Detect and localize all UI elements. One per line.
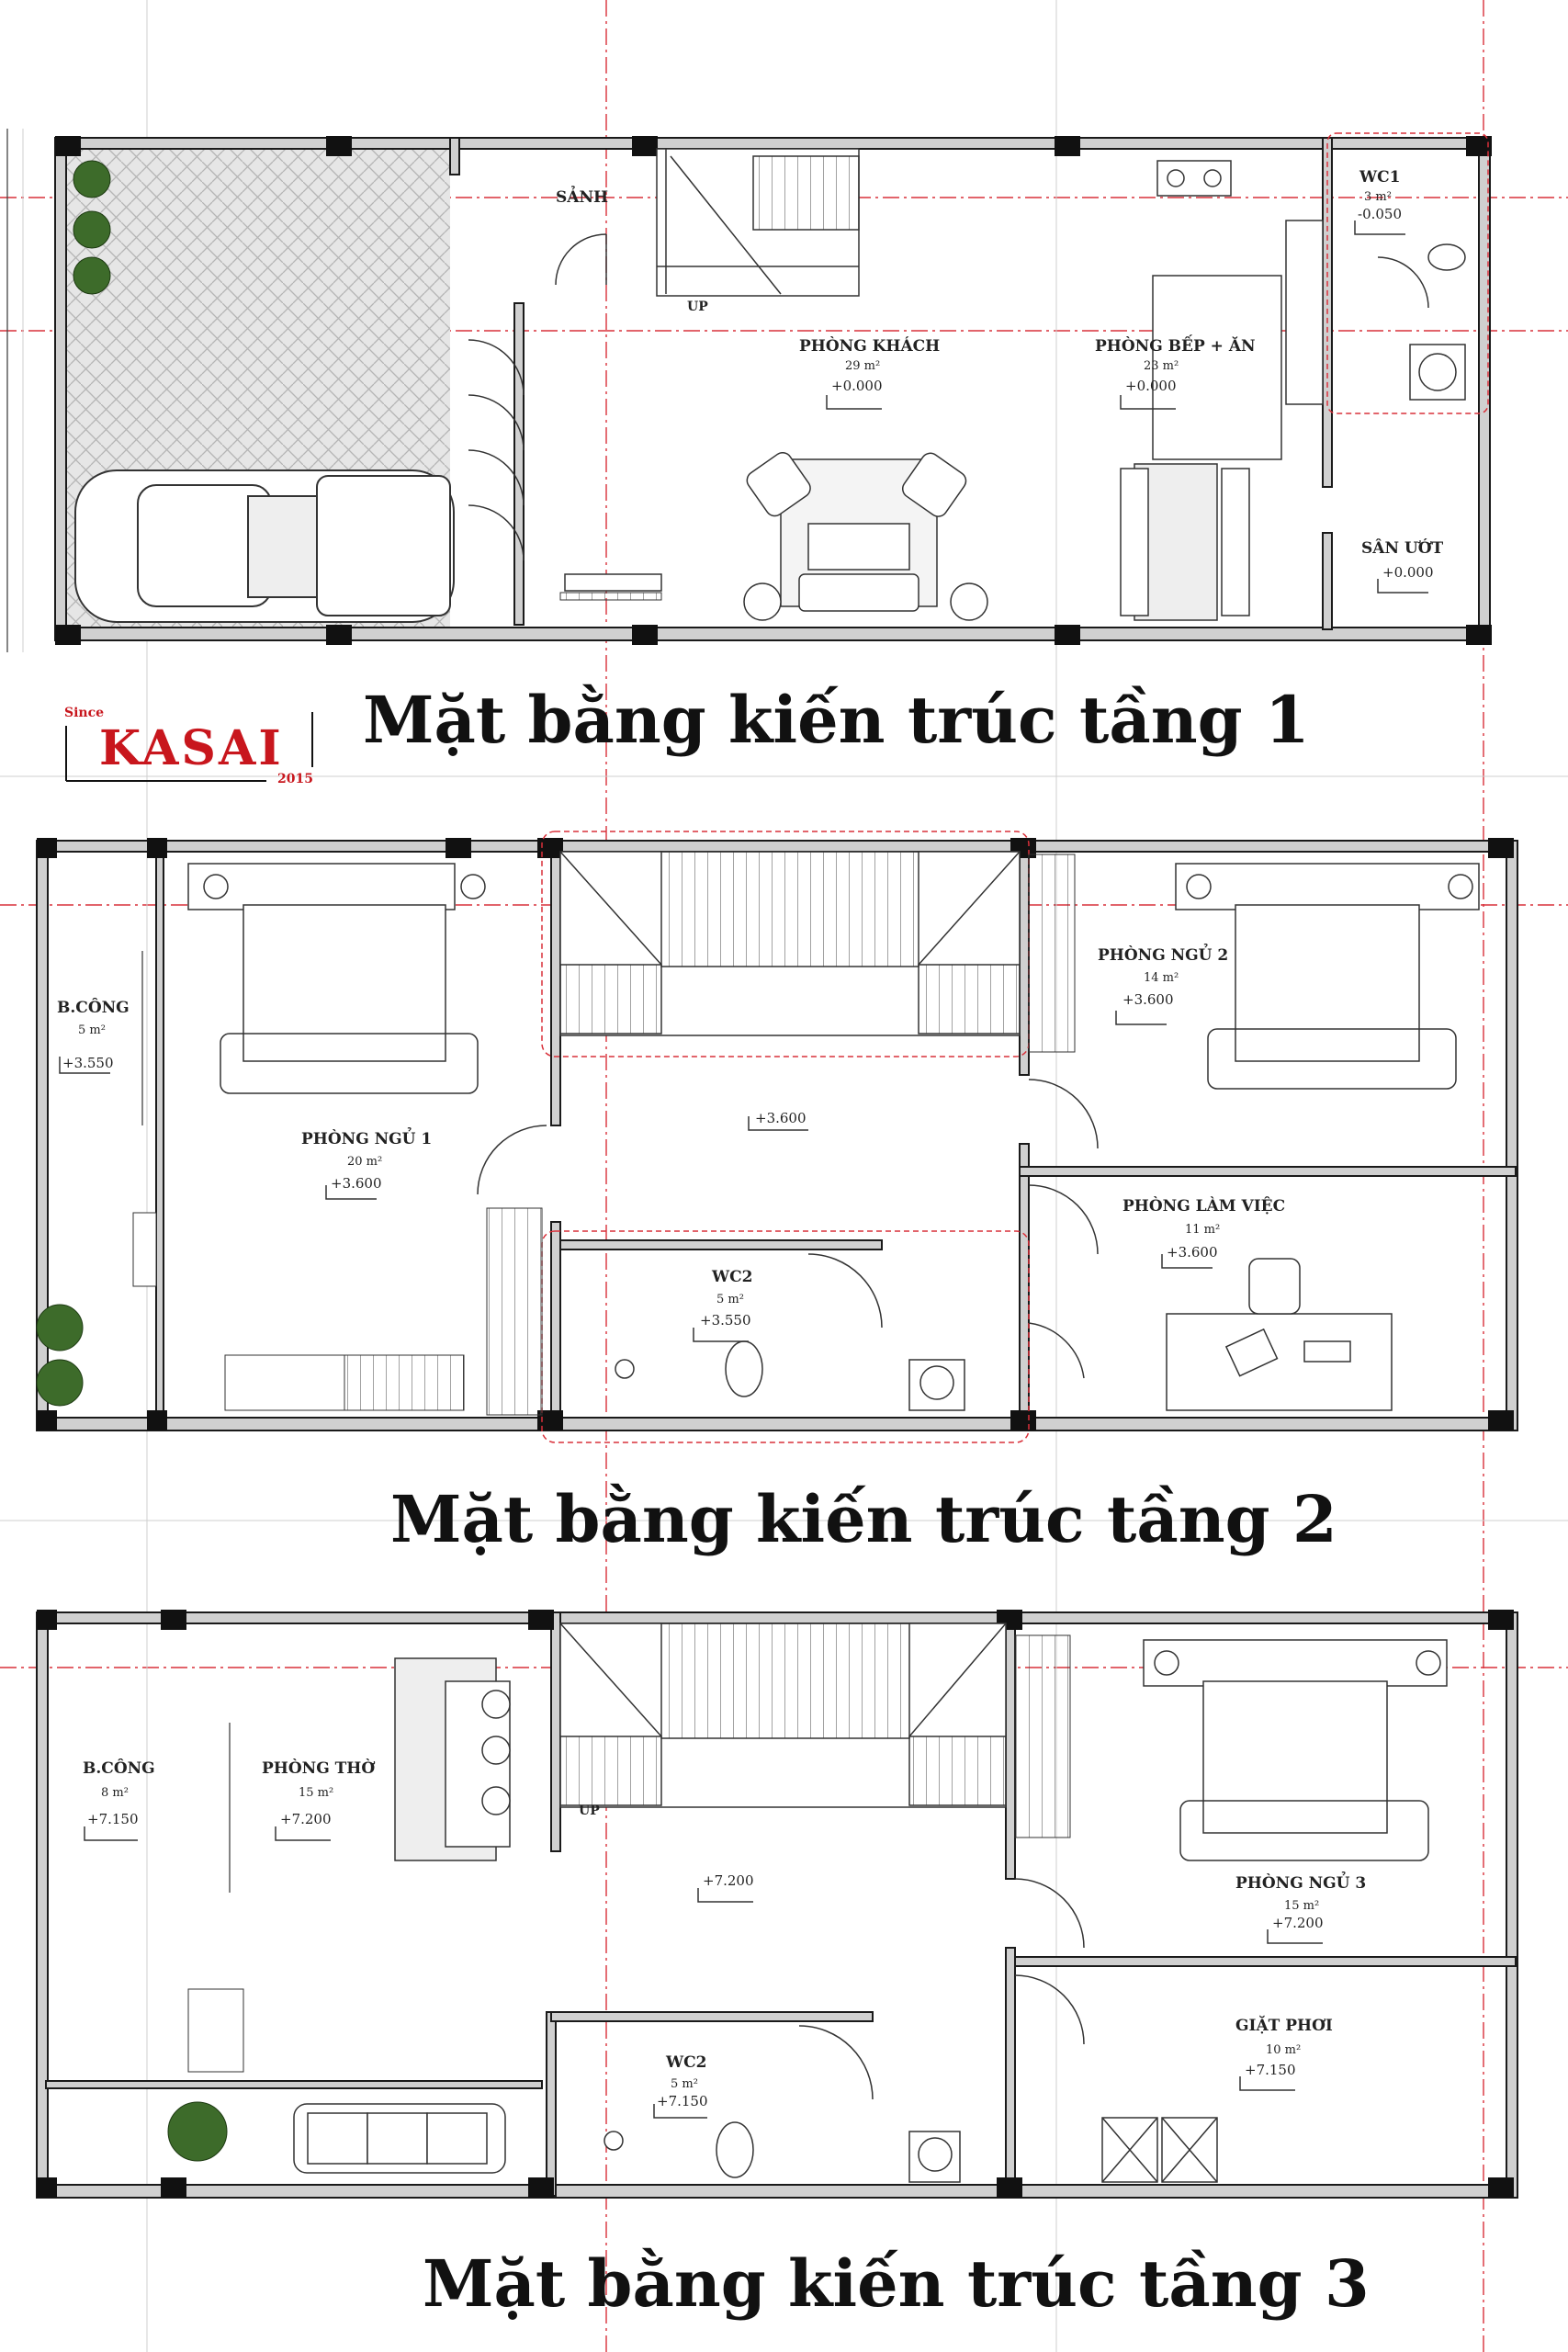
- level-hall-2: +3.600: [755, 1110, 807, 1126]
- room-area-ban-cong-3: 8 m²: [101, 1786, 129, 1800]
- room-label-phong-ngu-3: PHÒNG NGỦ 3: [1235, 1874, 1367, 1893]
- bed-icon: [1176, 864, 1479, 1089]
- wardrobe: [487, 1208, 542, 1415]
- level-phong-ngu-2: +3.600: [1122, 991, 1174, 1008]
- stair-up-label: UP: [687, 300, 708, 314]
- level-san-uot: +0.000: [1382, 564, 1434, 581]
- room-area-phong-ngu-2: 14 m²: [1144, 971, 1179, 985]
- room-area-phong-lam-viec: 11 m²: [1185, 1223, 1221, 1237]
- level-wc2-3: +7.150: [657, 2093, 708, 2109]
- room-label-ban-cong-3: B.CÔNG: [83, 1759, 155, 1778]
- sofa-icon: [294, 2104, 505, 2173]
- plant-icon: [73, 161, 110, 294]
- door-swing: [799, 1879, 1084, 2099]
- room-label-san-uot: SÂN ƯỚT: [1361, 539, 1444, 558]
- wc3-fixtures: [604, 2122, 960, 2182]
- svg-text:2015: 2015: [277, 772, 313, 786]
- wc1-fixtures: [1327, 133, 1488, 413]
- level-phong-tho: +7.200: [280, 1811, 332, 1827]
- level-hall-3: +7.200: [703, 1872, 754, 1889]
- room-area-phong-khach: 29 m²: [845, 359, 881, 373]
- staircase-3: [560, 1623, 1006, 1807]
- room-area-wc1: 3 m²: [1364, 190, 1392, 204]
- staircase-1: [657, 149, 859, 296]
- room-area-giat-phoi: 10 m²: [1266, 2043, 1302, 2057]
- room-label-wc2: WC2: [712, 1268, 753, 1286]
- room-label-sanh: SẢNH: [556, 188, 609, 207]
- altar-icon: [395, 1658, 510, 1860]
- room-area-wc2: 5 m²: [716, 1293, 744, 1306]
- room-area-wc2-3: 5 m²: [671, 2077, 698, 2091]
- floor-2-title: Mặt bằng kiến trúc tầng 2: [390, 1481, 1337, 1557]
- room-area-phong-tho: 15 m²: [299, 1786, 334, 1800]
- floor-2-plan: [37, 831, 1517, 1442]
- room-label-wc2-3: WC2: [666, 2053, 707, 2072]
- level-wc1: -0.050: [1358, 206, 1403, 222]
- plant-icon: [168, 2102, 227, 2161]
- floor-1-title: Mặt bằng kiến trúc tầng 1: [363, 682, 1310, 758]
- level-phong-ngu-3: +7.200: [1272, 1915, 1324, 1931]
- room-label-phong-bep-an: PHÒNG BẾP + ĂN: [1095, 337, 1256, 356]
- room-area-phong-ngu-3: 15 m²: [1284, 1899, 1320, 1913]
- room-label-giat-phoi: GIẶT PHƠI: [1235, 2017, 1333, 2035]
- level-phong-khach: +0.000: [831, 378, 883, 394]
- bed-icon: [1144, 1640, 1447, 1860]
- room-area-ban-cong: 5 m²: [78, 1023, 106, 1037]
- wardrobe: [1029, 854, 1075, 1052]
- study-desk: [1167, 1259, 1392, 1410]
- bed-icon: [188, 864, 485, 1093]
- stair-up-label-3: UP: [579, 1804, 600, 1818]
- wc2-fixtures: [615, 1341, 964, 1410]
- svg-text:Since: Since: [64, 706, 105, 720]
- sofa-set-icon: [743, 449, 987, 620]
- level-wc2: +3.550: [700, 1312, 751, 1329]
- car-icon: [75, 470, 454, 622]
- level-ban-cong-3: +7.150: [87, 1811, 139, 1827]
- room-area-phong-ngu-1: 20 m²: [347, 1155, 383, 1169]
- room-label-ban-cong: B.CÔNG: [57, 999, 130, 1017]
- floor-3-title: Mặt bằng kiến trúc tầng 3: [423, 2245, 1370, 2322]
- laundry-machines: [1102, 2118, 1217, 2182]
- level-phong-bep-an: +0.000: [1125, 378, 1177, 394]
- room-area-phong-bep-an: 23 m²: [1144, 359, 1179, 373]
- room-label-phong-ngu-1: PHÒNG NGỦ 1: [301, 1130, 433, 1148]
- level-phong-lam-viec: +3.600: [1167, 1244, 1218, 1261]
- kasai-logo: [64, 706, 313, 786]
- svg-text:KASAI: KASAI: [99, 720, 284, 776]
- room-label-phong-khach: PHÒNG KHÁCH: [799, 337, 941, 356]
- wardrobe: [1015, 1635, 1070, 1838]
- floor-3-plan: [37, 1610, 1517, 2198]
- level-giat-phoi: +7.150: [1245, 2062, 1296, 2078]
- piano-icon: [565, 574, 661, 591]
- level-phong-ngu-1: +3.600: [331, 1175, 382, 1192]
- room-label-phong-lam-viec: PHÒNG LÀM VIỆC: [1122, 1197, 1286, 1216]
- staircase-2: [542, 831, 1029, 1442]
- room-label-wc1: WC1: [1359, 168, 1401, 187]
- room-label-phong-tho: PHÒNG THỜ: [262, 1759, 376, 1778]
- level-ban-cong: +3.550: [62, 1055, 114, 1071]
- room-label-phong-ngu-2: PHÒNG NGỦ 2: [1098, 946, 1229, 965]
- floor-1-plan: [7, 129, 1492, 652]
